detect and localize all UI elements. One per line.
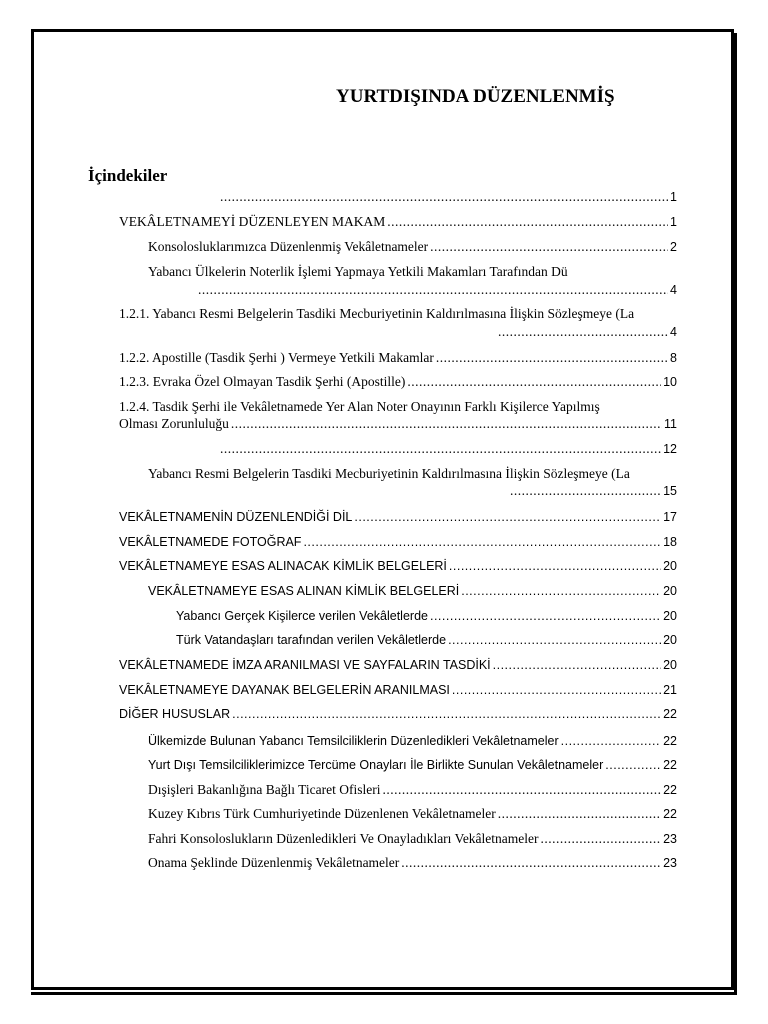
toc-entry-label: VEKÂLETNAMEYİ DÜZENLEYEN MAKAM	[119, 214, 386, 229]
toc-entry-label: VEKÂLETNAMEYE ESAS ALINACAK KİMLİK BELGELERİ	[119, 559, 447, 573]
toc-entry[interactable]	[220, 441, 677, 457]
toc-entry[interactable]	[220, 189, 677, 205]
document-title: YURTDIŞINDA DÜZENLENMİŞ	[336, 86, 615, 107]
toc-entry[interactable]	[148, 782, 677, 798]
toc-entry-label: 1.2.3. Evraka Özel Olmayan Tasdik Şerhi (Apostille)	[119, 374, 406, 389]
toc-entry[interactable]	[148, 757, 677, 773]
toc-page-number: 23	[663, 856, 677, 870]
toc-entry[interactable]	[148, 855, 677, 871]
toc-entry[interactable]	[119, 682, 677, 698]
toc-entry[interactable]	[148, 806, 677, 822]
page-shadow-bottom	[31, 992, 737, 995]
toc-entry-label: Dışişleri Bakanlığına Bağlı Ticaret Ofisleri	[148, 782, 381, 797]
toc-entry-label: 1.2.1. Yabancı Resmi Belgelerin Tasdiki Mecburiyetinin Kaldırılmasına İlişkin Sözleşmeye (La	[119, 306, 635, 321]
toc-entry[interactable]	[119, 350, 677, 366]
toc-entry-label: Yurt Dışı Temsilciliklerimizce Tercüme Onayları İle Birlikte Sunulan Vekâletnameler	[148, 758, 604, 772]
toc-entry[interactable]	[510, 483, 677, 499]
toc-entry-label: Ülkemizde Bulunan Yabancı Temsilciliklerin Düzenledikleri Vekâletnameler	[148, 734, 559, 748]
toc-entry[interactable]	[198, 282, 677, 298]
toc-page-number: 15	[663, 484, 677, 498]
toc-entry[interactable]	[148, 583, 677, 599]
toc-entry-label: 1.2.2. Apostille (Tasdik Şerhi ) Vermeye Yetkili Makamlar	[119, 350, 434, 365]
toc-entry[interactable]	[119, 416, 677, 432]
toc-entry-label: Olması Zorunluluğu	[119, 416, 229, 431]
toc-page-number: 1	[670, 215, 677, 229]
toc-page-number: 22	[663, 783, 677, 797]
toc-entry-label: Konsolosluklarımızca Düzenlenmiş Vekâletnameler	[148, 239, 429, 254]
page-shadow-right	[734, 33, 737, 995]
toc-page-number: 2	[670, 240, 677, 254]
toc-entry[interactable]	[148, 733, 677, 749]
toc-page-number: 20	[663, 584, 677, 598]
toc-entry-label: Yabancı Ülkelerin Noterlik İşlemi Yapmaya Yetkili Makamları Tarafından Dü	[148, 264, 568, 279]
toc-page-number: 22	[663, 758, 677, 772]
toc-entry[interactable]	[119, 706, 677, 722]
toc-page-number: 20	[663, 633, 677, 647]
toc-page-number: 4	[670, 325, 677, 339]
toc-page-number: 20	[663, 658, 677, 672]
toc-entry[interactable]	[119, 374, 677, 390]
toc-entry[interactable]	[176, 608, 677, 624]
toc-entry-label: Yabancı Resmi Belgelerin Tasdiki Mecburiyetinin Kaldırılmasına İlişkin Sözleşmeye (La	[148, 466, 630, 481]
toc-entry-label: Kuzey Kıbrıs Türk Cumhuriyetinde Düzenlenen Vekâletnameler	[148, 806, 496, 821]
toc-entry[interactable]	[119, 509, 677, 525]
toc-entry-label: Fahri Konsoloslukların Düzenledikleri Ve Onayladıkları Vekâletnameler	[148, 831, 539, 846]
toc-entry[interactable]	[119, 657, 677, 673]
toc-entry-label: VEKÂLETNAMEYE DAYANAK BELGELERİN ARANILMASI	[119, 683, 450, 697]
toc-entry-label: 1.2.4. Tasdik Şerhi ile Vekâletnamede Yer Alan Noter Onayının Farklı Kişilerce Yapılmış	[119, 399, 600, 414]
toc-page-number: 22	[663, 807, 677, 821]
toc-page-number: 22	[663, 707, 677, 721]
toc-page-number: 21	[663, 683, 677, 697]
toc-entry[interactable]	[119, 534, 677, 550]
toc-page-number: 10	[663, 375, 677, 389]
toc-entry[interactable]	[148, 239, 677, 255]
toc-entry-label: VEKÂLETNAMEYE ESAS ALINAN KİMLİK BELGELERİ	[148, 584, 460, 598]
toc-heading: İçindekiler	[88, 166, 168, 185]
toc-entry-label: Yabancı Gerçek Kişilerce verilen Vekâletlerde	[176, 609, 428, 623]
toc-page-number: 11	[664, 417, 677, 431]
toc-entry-label: VEKÂLETNAMEDE FOTOĞRAF	[119, 535, 302, 549]
toc-entry-label: Onama Şeklinde Düzenlenmiş Vekâletnameler	[148, 855, 400, 870]
toc-page-number: 20	[663, 609, 677, 623]
toc-entry-label: VEKÂLETNAMENİN DÜZENLENDİĞİ DİL	[119, 510, 353, 524]
toc-entry[interactable]	[498, 324, 677, 340]
toc-page-number: 22	[663, 734, 677, 748]
toc-page-number: 18	[663, 535, 677, 549]
toc-entry[interactable]	[119, 214, 677, 230]
toc-entry-label: VEKÂLETNAMEDE İMZA ARANILMASI VE SAYFALARIN TASDİKİ	[119, 658, 491, 672]
toc-page-number: 20	[663, 559, 677, 573]
toc-entry-label: Türk Vatandaşları tarafından verilen Vekâletlerde	[176, 633, 447, 647]
toc-page-number: 8	[670, 351, 677, 365]
toc-entry[interactable]	[176, 632, 677, 648]
toc-entry-label: DİĞER HUSUSLAR	[119, 707, 231, 721]
toc-page-number: 1	[670, 190, 677, 204]
toc-page-number: 4	[670, 283, 677, 297]
toc-page-number: 23	[663, 832, 677, 846]
toc-entry[interactable]	[148, 831, 677, 847]
toc-page-number: 17	[663, 510, 677, 524]
toc-entry[interactable]	[119, 558, 677, 574]
toc-page-number: 12	[663, 442, 677, 456]
